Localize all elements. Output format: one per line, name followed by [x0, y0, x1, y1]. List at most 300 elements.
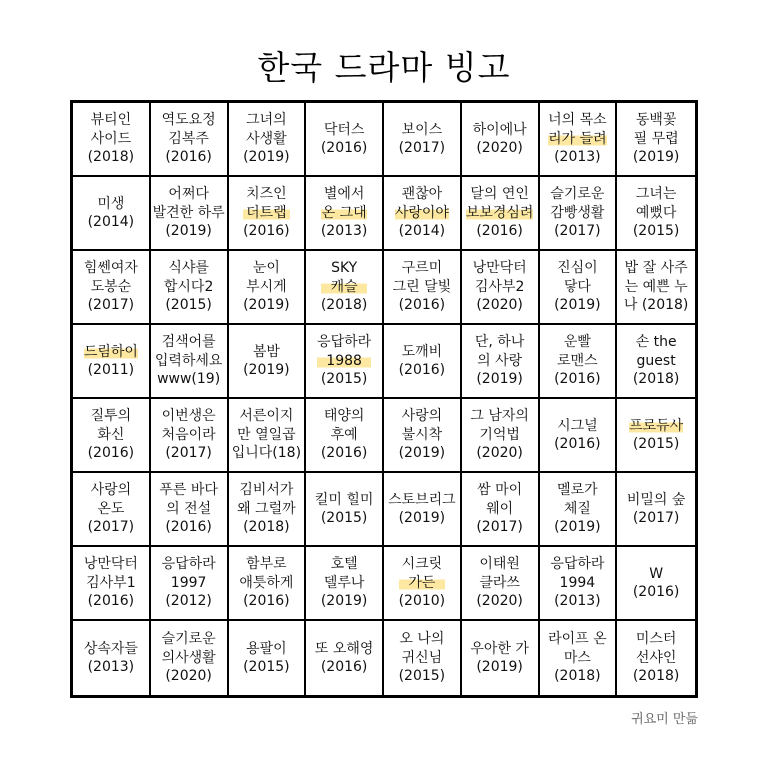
cell-line: 귀신님	[401, 649, 443, 666]
cell-line: (2016)	[320, 659, 368, 675]
drama-title	[473, 121, 527, 158]
bingo-cell[interactable]	[462, 325, 540, 399]
cell-line: 입력하세요	[154, 352, 223, 369]
cell-line: 동백꽃	[635, 112, 677, 129]
cell-line: 부시게	[246, 278, 287, 295]
cell-line: (2016)	[165, 149, 212, 166]
bingo-board	[70, 100, 698, 698]
cell-line: 1997	[170, 574, 207, 591]
highlighted-line: 캐슬	[321, 278, 368, 297]
cell-line: 응답하라	[161, 556, 216, 573]
cell-line: 하이에나	[472, 121, 527, 138]
bingo-cell[interactable]	[73, 177, 151, 251]
drama-title	[315, 640, 374, 677]
cell-line: 봄밤	[252, 343, 280, 360]
bingo-cell[interactable]	[229, 621, 307, 695]
cell-line: (2019)	[243, 149, 290, 166]
cell-line: (2017)	[398, 140, 446, 156]
cell-line: (2019)	[243, 297, 290, 314]
cell-line: (2018)	[632, 371, 680, 388]
cell-line: 도봉순	[90, 278, 132, 295]
cell-line: 사랑의	[90, 482, 132, 499]
drama-title	[232, 407, 301, 463]
cell-line: 로맨스	[557, 352, 598, 369]
cell-line: 손 the	[635, 334, 677, 351]
cell-line: 진심이	[557, 260, 598, 277]
cell-line: 치즈인	[246, 186, 287, 203]
bingo-cell[interactable]	[462, 399, 540, 473]
cell-line: 예뻤다	[635, 204, 677, 221]
drama-title	[554, 333, 601, 389]
drama-title	[388, 491, 456, 528]
drama-title	[88, 195, 135, 232]
cell-line: (2020)	[476, 140, 523, 156]
bingo-cell[interactable]	[540, 621, 618, 695]
cell-line: www(19)	[157, 371, 221, 388]
drama-title	[554, 417, 601, 454]
drama-title	[548, 111, 607, 167]
drama-title	[633, 185, 680, 241]
bingo-cell[interactable]	[617, 473, 695, 547]
cell-line: 닥터스	[323, 121, 365, 138]
cell-line: 라이프 온	[548, 631, 607, 648]
highlighted-line: 리가 들려	[548, 130, 607, 147]
bingo-cell[interactable]	[73, 547, 151, 621]
drama-title	[629, 417, 683, 454]
cell-line: (2017)	[87, 297, 135, 314]
cell-line: (2017)	[554, 223, 601, 240]
cell-line: 구르미	[401, 260, 443, 277]
cell-line: 사이드	[90, 130, 132, 147]
highlighted-line: 더트랩	[243, 204, 290, 223]
drama-title	[399, 630, 446, 686]
cell-line: (2019)	[243, 362, 290, 378]
cell-line: 보이스	[401, 121, 443, 138]
drama-title	[315, 491, 374, 528]
drama-title	[633, 333, 680, 389]
bingo-cell[interactable]	[151, 177, 229, 251]
cell-line: 스토브리그	[388, 491, 456, 508]
bingo-cell[interactable]	[229, 547, 307, 621]
cell-line: 응답하라	[317, 334, 372, 351]
cell-line: (2017)	[165, 445, 212, 462]
bingo-cell[interactable]	[73, 473, 151, 547]
bingo-cell[interactable]	[151, 103, 229, 177]
cell-line: 김비서가	[239, 482, 294, 499]
cell-line: (2020)	[476, 593, 523, 610]
cell-line: 의 전설	[166, 500, 212, 517]
bingo-cell[interactable]	[384, 621, 462, 695]
bingo-cell[interactable]	[540, 177, 618, 251]
cell-line: (2013)	[320, 223, 368, 240]
bingo-cell[interactable]	[229, 473, 307, 547]
cell-line: 그녀는	[635, 186, 677, 203]
bingo-cell[interactable]	[151, 473, 229, 547]
cell-line: (2017)	[476, 519, 523, 536]
cell-line: 함부로	[246, 556, 287, 573]
cell-line: (2013)	[554, 593, 601, 610]
cell-line: 화신	[97, 426, 125, 443]
drama-title	[624, 259, 689, 315]
cell-line: 닿다	[563, 278, 591, 295]
cell-line: 질투의	[90, 408, 132, 425]
bingo-cell[interactable]	[462, 177, 540, 251]
drama-title	[395, 185, 449, 241]
bingo-cell[interactable]	[540, 547, 618, 621]
drama-title	[84, 259, 138, 315]
cell-line: (2018)	[554, 668, 601, 685]
cell-line: 이번생은	[161, 408, 216, 425]
cell-line: (2011)	[87, 362, 135, 378]
bingo-cell[interactable]	[617, 251, 695, 325]
bingo-cell[interactable]	[540, 399, 618, 473]
drama-title	[164, 259, 213, 315]
cell-line: (2019)	[632, 149, 680, 166]
drama-title	[243, 640, 290, 677]
drama-title	[399, 121, 446, 158]
cell-line: 나 (2018)	[623, 297, 689, 314]
cell-line: (2018)	[87, 149, 135, 166]
cell-line: (2020)	[165, 668, 212, 685]
cell-line: 마스	[563, 649, 591, 666]
cell-line: 서른이지	[239, 408, 294, 425]
cell-line: 슬기로운	[550, 186, 605, 203]
cell-line: 후예	[330, 426, 358, 443]
cell-line: (2015)	[165, 297, 212, 314]
author-credit: 귀요미 만듦	[631, 712, 698, 727]
cell-line: (2019)	[398, 510, 446, 526]
cell-line: 필 무렵	[633, 130, 679, 147]
drama-title	[550, 555, 604, 611]
bingo-cell[interactable]	[540, 251, 618, 325]
cell-line: 의사생활	[161, 649, 216, 666]
cell-line: 체질	[563, 500, 591, 517]
cell-line: 온도	[97, 500, 125, 517]
cell-line: 그 남자의	[470, 408, 529, 425]
cell-line: (2016)	[632, 584, 680, 600]
highlighted-line: 1988	[317, 352, 371, 371]
cell-line: (2017)	[632, 510, 680, 526]
bingo-cell[interactable]	[151, 325, 229, 399]
bingo-cell[interactable]	[306, 547, 384, 621]
cell-line: (2016)	[87, 445, 135, 462]
cell-line: 식샤를	[168, 260, 209, 277]
cell-line: 처음이라	[161, 426, 216, 443]
drama-title	[84, 640, 138, 677]
bingo-cell[interactable]	[617, 547, 695, 621]
cell-line: 멜로가	[557, 482, 598, 499]
cell-line: 입니다(18)	[231, 445, 302, 462]
bingo-cell[interactable]	[617, 399, 695, 473]
drama-title	[633, 565, 680, 602]
highlighted-line: 프로듀사	[629, 417, 684, 434]
cell-line: 감빵생활	[550, 204, 605, 221]
cell-line: 낭만닥터	[472, 260, 527, 277]
cell-line: 사랑의	[401, 408, 443, 425]
bingo-cell[interactable]	[151, 621, 229, 695]
bingo-cell[interactable]	[306, 473, 384, 547]
drama-title	[321, 555, 368, 611]
drama-title	[476, 555, 523, 611]
drama-title	[466, 185, 534, 241]
cell-line: (2017)	[87, 519, 135, 536]
cell-line: (2015)	[243, 659, 290, 675]
drama-title	[470, 407, 529, 463]
cell-line: (2018)	[632, 668, 680, 685]
drama-title	[321, 407, 368, 463]
bingo-cell[interactable]	[229, 251, 307, 325]
bingo-cell[interactable]	[540, 103, 618, 177]
cell-line: 미생	[97, 195, 125, 212]
bingo-cell[interactable]	[229, 177, 307, 251]
cell-line: 왜 그럴까	[237, 500, 296, 517]
drama-title	[84, 555, 138, 611]
cell-line: (2016)	[243, 593, 290, 610]
cell-line: (2019)	[320, 593, 368, 610]
cell-line: 너의 목소	[548, 112, 607, 129]
drama-title	[627, 491, 686, 528]
cell-line: 킬미 힐미	[314, 491, 374, 508]
bingo-cell[interactable]	[384, 103, 462, 177]
bingo-cell[interactable]	[306, 621, 384, 695]
bingo-cell[interactable]	[462, 621, 540, 695]
drama-title	[162, 630, 216, 686]
drama-title	[88, 111, 135, 167]
cell-line: (2020)	[476, 297, 523, 314]
drama-title	[153, 185, 225, 241]
cell-line: 검색어를	[161, 334, 216, 351]
drama-title	[237, 481, 296, 537]
cell-line: 푸른 바다	[159, 482, 218, 499]
cell-line: 사생활	[246, 130, 287, 147]
bingo-cell[interactable]	[73, 621, 151, 695]
drama-title	[399, 407, 446, 463]
cell-line: (2016)	[243, 223, 290, 240]
cell-line: (2019)	[476, 659, 523, 675]
bingo-cell[interactable]	[384, 399, 462, 473]
cell-line: 클라쓰	[479, 574, 520, 591]
cell-line: W	[649, 565, 664, 582]
drama-title	[476, 481, 523, 537]
cell-line: 어쩌다	[168, 186, 209, 203]
cell-line: (2019)	[165, 223, 212, 240]
cell-line: 별에서	[323, 186, 365, 203]
cell-line: 상속자들	[83, 640, 138, 657]
drama-title	[475, 333, 524, 389]
bingo-cell[interactable]	[306, 177, 384, 251]
highlighted-line: 보보경심려	[465, 204, 534, 221]
bingo-cell[interactable]	[73, 103, 151, 177]
bingo-cell[interactable]	[384, 177, 462, 251]
cell-line: (2019)	[476, 371, 523, 388]
cell-line: (2014)	[398, 223, 446, 240]
bingo-cell[interactable]	[151, 399, 229, 473]
cell-line: 발견한 하루	[152, 204, 225, 221]
bingo-cell[interactable]	[73, 399, 151, 473]
drama-title	[399, 343, 446, 380]
drama-title	[548, 630, 607, 686]
cell-line: 뷰티인	[90, 112, 132, 129]
cell-line: (2012)	[165, 593, 212, 610]
bingo-cell[interactable]	[384, 547, 462, 621]
bingo-cell[interactable]	[73, 251, 151, 325]
bingo-cell[interactable]	[540, 325, 618, 399]
cell-line: 낭만닥터	[83, 556, 138, 573]
drama-title	[162, 555, 216, 611]
cell-line: 달의 연인	[470, 186, 529, 203]
drama-title	[84, 343, 138, 380]
cell-line: (2020)	[476, 445, 523, 462]
cell-line: 힘쎈여자	[83, 260, 138, 277]
cell-line: 태양의	[323, 408, 365, 425]
cell-line: 도깨비	[401, 343, 443, 360]
bingo-cell[interactable]	[384, 325, 462, 399]
bingo-cell[interactable]	[540, 473, 618, 547]
cell-line: 슬기로운	[161, 631, 216, 648]
cell-line: 합시다2	[163, 278, 214, 295]
bingo-cell[interactable]	[617, 325, 695, 399]
cell-line: (2015)	[398, 668, 446, 685]
bingo-cell[interactable]	[462, 473, 540, 547]
cell-line: 오 나의	[399, 631, 445, 648]
page-title: 한국 드라마 빙고	[257, 48, 511, 87]
bingo-cell[interactable]	[306, 399, 384, 473]
drama-title	[243, 343, 290, 380]
drama-title	[243, 185, 290, 241]
cell-line: 눈이	[252, 260, 280, 277]
cell-line: (2015)	[632, 223, 680, 240]
bingo-cell[interactable]	[384, 251, 462, 325]
cell-line: 는 예쁜 누	[624, 278, 688, 295]
bingo-cell[interactable]	[306, 251, 384, 325]
cell-line: (2019)	[398, 445, 446, 462]
bingo-cell[interactable]	[462, 103, 540, 177]
bingo-cell[interactable]	[306, 103, 384, 177]
cell-line: 기억법	[479, 426, 520, 443]
bingo-cell[interactable]	[151, 547, 229, 621]
cell-line: 이태원	[479, 556, 520, 573]
cell-line: (2016)	[320, 445, 368, 462]
cell-line: (2015)	[320, 371, 368, 388]
drama-title	[88, 481, 135, 537]
drama-title	[554, 481, 601, 537]
bingo-cell[interactable]	[229, 103, 307, 177]
cell-line: (2016)	[320, 140, 368, 156]
bingo-cell[interactable]	[229, 325, 307, 399]
cell-line: (2016)	[554, 371, 601, 388]
cell-line: (2015)	[632, 436, 680, 452]
cell-line: 웨이	[486, 500, 514, 517]
cell-line: 단, 하나	[474, 334, 525, 351]
bingo-cell[interactable]	[384, 473, 462, 547]
cell-line: (2019)	[554, 297, 601, 314]
bingo-cell[interactable]	[617, 103, 695, 177]
cell-line: 밥 잘 사주	[624, 260, 688, 277]
drama-title	[243, 111, 290, 167]
bingo-cell[interactable]	[617, 621, 695, 695]
bingo-cell[interactable]	[306, 325, 384, 399]
cell-line: 델루나	[323, 574, 365, 591]
highlighted-line: 온 그대	[321, 204, 367, 221]
cell-line: 미스터	[635, 631, 677, 648]
cell-line: (2013)	[87, 659, 135, 675]
cell-line: 불시착	[401, 426, 443, 443]
drama-title	[162, 407, 216, 463]
cell-line: 응답하라	[550, 556, 605, 573]
cell-line: (2016)	[476, 223, 523, 240]
cell-line: (2010)	[398, 593, 446, 610]
cell-line: 김복주	[168, 130, 209, 147]
drama-title	[321, 259, 368, 315]
drama-title	[243, 259, 290, 315]
highlighted-line: 사랑이야	[394, 204, 449, 221]
drama-title	[633, 111, 680, 167]
drama-title	[321, 185, 368, 241]
bingo-cell[interactable]	[151, 251, 229, 325]
cell-line: 쌈 마이	[477, 482, 523, 499]
bingo-cell[interactable]	[229, 399, 307, 473]
cell-line: (2019)	[554, 519, 601, 536]
cell-line: 용팔이	[246, 640, 287, 657]
cell-line: SKY	[331, 260, 358, 277]
cell-line: (2013)	[554, 149, 601, 166]
cell-line: 만 열일곱	[237, 426, 296, 443]
drama-title	[470, 640, 529, 677]
drama-title	[393, 259, 452, 315]
drama-title	[159, 481, 218, 537]
cell-line: 의 사랑	[477, 352, 523, 369]
drama-title	[155, 333, 223, 389]
cell-line: 우아한 가	[470, 640, 529, 657]
bingo-cell[interactable]	[462, 251, 540, 325]
cell-line: 그녀의	[246, 112, 287, 129]
cell-line: (2016)	[554, 436, 601, 452]
cell-line: 그린 달빛	[392, 278, 452, 295]
cell-line: 또 오해영	[314, 640, 374, 657]
cell-line: 애틋하게	[239, 574, 294, 591]
drama-title	[88, 407, 135, 463]
drama-title	[554, 259, 601, 315]
drama-title	[162, 111, 216, 167]
bingo-cell[interactable]	[462, 547, 540, 621]
cell-line: 괜찮아	[401, 186, 443, 203]
drama-title	[399, 555, 446, 611]
cell-line: 운빨	[563, 334, 591, 351]
cell-line: 김사부2	[474, 278, 525, 295]
cell-line: (2014)	[87, 214, 135, 230]
drama-title	[317, 333, 371, 389]
cell-line: 김사부1	[86, 574, 136, 591]
cell-line: 비밀의 숲	[626, 491, 686, 508]
cell-line: guest	[636, 352, 676, 369]
highlighted-line: 드림하이	[83, 343, 138, 360]
cell-line: (2016)	[398, 297, 446, 314]
cell-line: (2015)	[320, 510, 368, 526]
bingo-cell[interactable]	[617, 177, 695, 251]
drama-title	[633, 630, 680, 686]
cell-line: 시크릿	[401, 556, 443, 573]
cell-line: 1994	[559, 574, 596, 591]
bingo-cell[interactable]	[73, 325, 151, 399]
cell-line: (2016)	[165, 519, 212, 536]
cell-line: 시그널	[557, 417, 598, 434]
cell-line: 선샤인	[635, 649, 677, 666]
drama-title	[473, 259, 527, 315]
highlighted-line: 가든	[399, 574, 446, 593]
cell-line: (2018)	[320, 297, 368, 314]
drama-title	[239, 555, 293, 611]
cell-line: (2018)	[243, 519, 290, 536]
